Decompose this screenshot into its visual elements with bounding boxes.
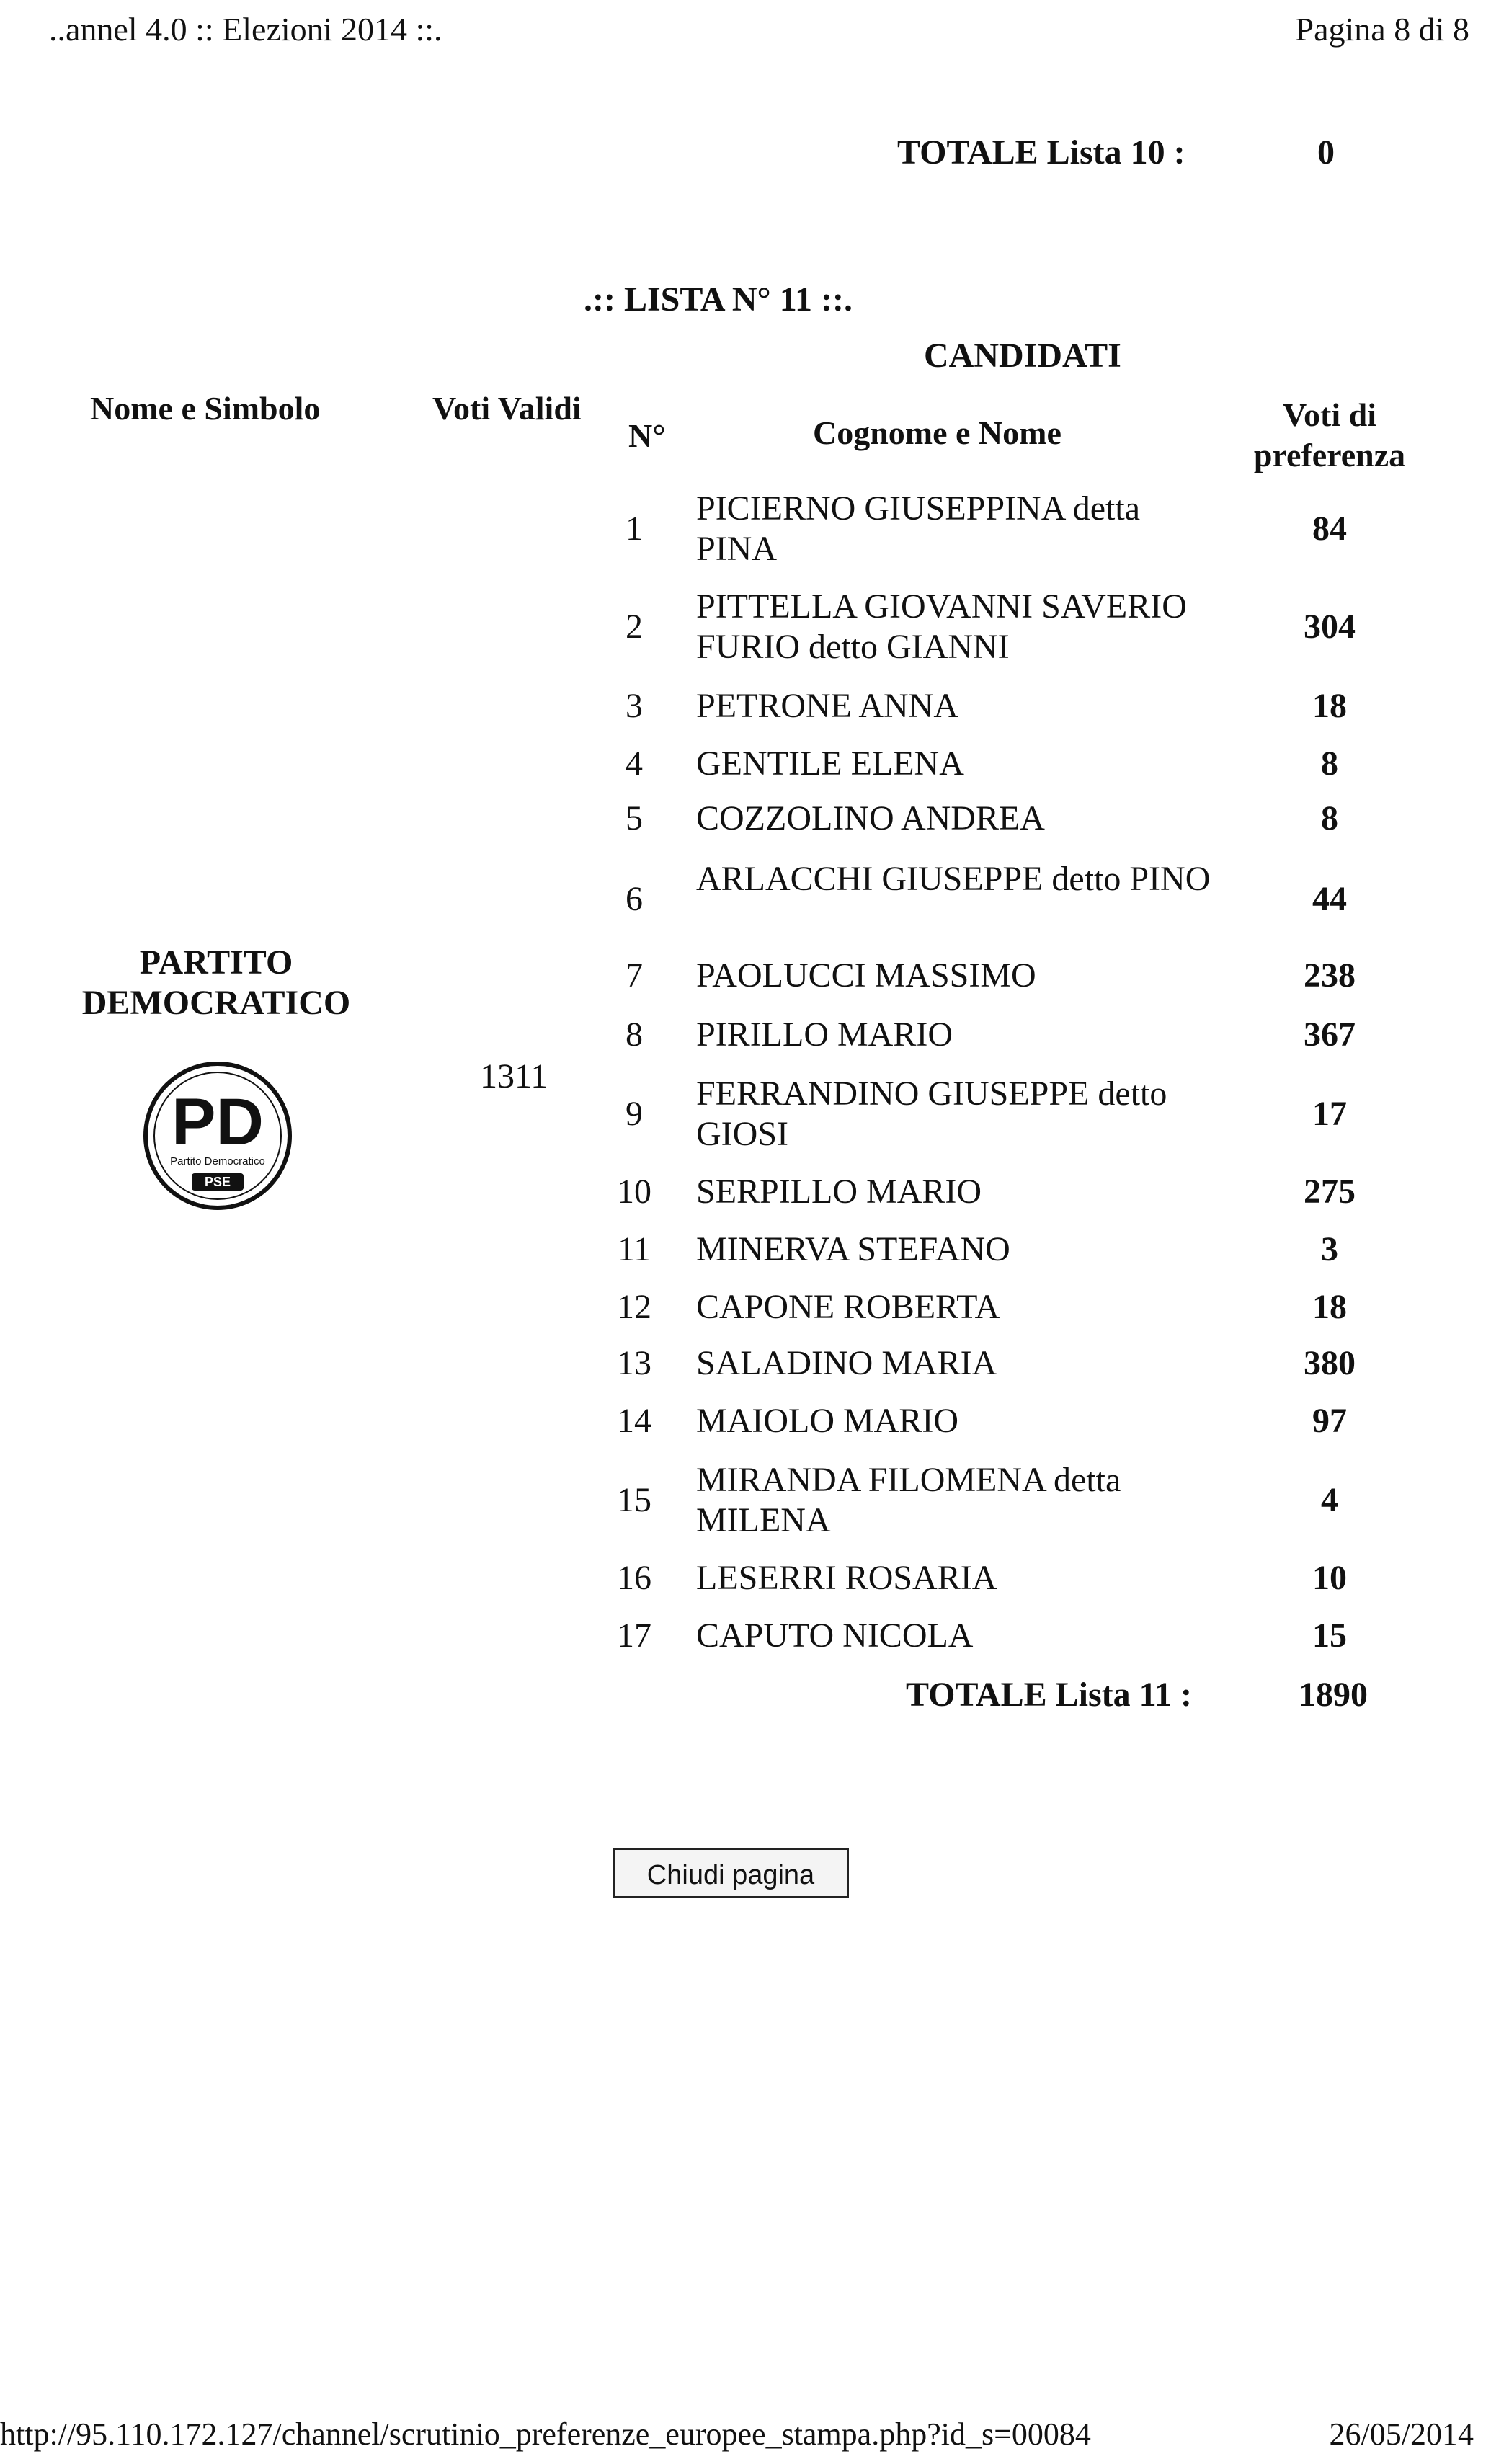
candidate-name: MIRANDA FILOMENA detta MILENA — [696, 1461, 1121, 1539]
candidate-number: 7 — [626, 956, 643, 995]
list-title: .:: LISTA N° 11 ::. — [584, 280, 853, 319]
candidate-name: GENTILE ELENA — [696, 744, 964, 783]
footer-date: 26/05/2014 — [1329, 2416, 1474, 2452]
candidate-number: 4 — [626, 744, 643, 783]
app-title: ..annel 4.0 :: Elezioni 2014 ::. — [49, 11, 442, 48]
column-header-preference-votes: Voti di preferenza — [1253, 396, 1406, 473]
candidate-preference-votes: 8 — [1321, 799, 1338, 837]
candidates-heading: CANDIDATI — [924, 337, 1121, 375]
candidate-name: PETRONE ANNA — [696, 687, 959, 725]
candidate-preference-votes: 8 — [1321, 744, 1338, 783]
candidate-preference-votes: 304 — [1304, 608, 1356, 646]
candidate-name: PAOLUCCI MASSIMO — [696, 956, 1036, 995]
candidate-number: 6 — [626, 880, 643, 918]
candidate-number: 17 — [617, 1616, 651, 1655]
candidate-number: 11 — [617, 1230, 651, 1268]
candidate-number: 5 — [626, 799, 643, 837]
candidate-name: MAIOLO MARIO — [696, 1402, 958, 1440]
party-logo-text: PD — [172, 1085, 264, 1159]
previous-list-total-value: 0 — [1317, 133, 1335, 172]
candidate-name: CAPONE ROBERTA — [696, 1288, 1000, 1326]
party-valid-votes: 1311 — [480, 1057, 548, 1095]
previous-list-total-label: TOTALE Lista 10 : — [897, 133, 1185, 172]
column-header-valid-votes: Voti Validi — [432, 390, 582, 427]
candidate-preference-votes: 44 — [1312, 880, 1347, 918]
column-header-name-symbol: Nome e Simbolo — [90, 390, 321, 427]
column-header-surname-name: Cognome e Nome — [813, 414, 1061, 451]
candidate-number: 16 — [617, 1559, 651, 1597]
close-page-button[interactable]: Chiudi pagina — [613, 1848, 849, 1898]
candidate-number: 1 — [626, 510, 643, 548]
candidate-preference-votes: 18 — [1312, 1288, 1347, 1326]
candidate-preference-votes: 17 — [1312, 1095, 1347, 1133]
candidate-number: 3 — [626, 687, 643, 725]
candidate-number: 15 — [617, 1481, 651, 1519]
candidate-name: LESERRI ROSARIA — [696, 1559, 997, 1597]
candidate-preference-votes: 18 — [1312, 687, 1347, 725]
candidate-name: COZZOLINO ANDREA — [696, 799, 1045, 837]
page-indicator: Pagina 8 di 8 — [1295, 11, 1469, 48]
candidate-number: 8 — [626, 1015, 643, 1054]
candidate-preference-votes: 4 — [1321, 1481, 1338, 1519]
candidate-preference-votes: 84 — [1312, 510, 1347, 548]
candidate-name: PICIERNO GIUSEPPINA detta PINA — [696, 489, 1141, 568]
candidate-number: 2 — [626, 608, 643, 646]
party-name: PARTITO DEMOCRATICO — [81, 943, 351, 1022]
candidate-name: SALADINO MARIA — [696, 1344, 997, 1382]
column-header-number: N° — [628, 417, 666, 454]
candidate-number: 9 — [626, 1095, 643, 1133]
candidate-name: SERPILLO MARIO — [696, 1173, 982, 1211]
candidate-preference-votes: 15 — [1312, 1616, 1347, 1655]
candidate-preference-votes: 367 — [1304, 1015, 1356, 1054]
party-logo-icon — [141, 1059, 294, 1212]
candidate-number: 13 — [617, 1344, 651, 1382]
candidate-preference-votes: 275 — [1304, 1173, 1356, 1211]
candidate-name: FERRANDINO GIUSEPPE detto GIOSI — [696, 1075, 1167, 1153]
candidate-preference-votes: 10 — [1312, 1559, 1347, 1597]
candidate-preference-votes: 238 — [1304, 956, 1356, 995]
footer-url: http://95.110.172.127/channel/scrutinio_preferenze_europee_stampa.php?id_s=00084 — [0, 2416, 1091, 2452]
candidate-name: CAPUTO NICOLA — [696, 1616, 974, 1655]
candidate-name: ARLACCHI GIUSEPPE detto PINO — [696, 860, 1211, 898]
candidate-number: 12 — [617, 1288, 651, 1326]
candidate-name: PIRILLO MARIO — [696, 1015, 953, 1054]
party-logo-badge: PSE — [204, 1175, 231, 1189]
candidate-name: PITTELLA GIOVANNI SAVERIO FURIO detto GIANNI — [696, 587, 1187, 666]
candidate-preference-votes: 3 — [1321, 1230, 1338, 1268]
candidate-preference-votes: 97 — [1312, 1402, 1347, 1440]
list-total-value: 1890 — [1299, 1676, 1368, 1714]
candidate-number: 10 — [617, 1173, 651, 1211]
candidate-preference-votes: 380 — [1304, 1344, 1356, 1382]
candidate-name: MINERVA STEFANO — [696, 1230, 1010, 1268]
list-total-label: TOTALE Lista 11 : — [906, 1676, 1192, 1714]
party-logo-subtext: Partito Democratico — [170, 1155, 265, 1167]
candidate-number: 14 — [617, 1402, 651, 1440]
